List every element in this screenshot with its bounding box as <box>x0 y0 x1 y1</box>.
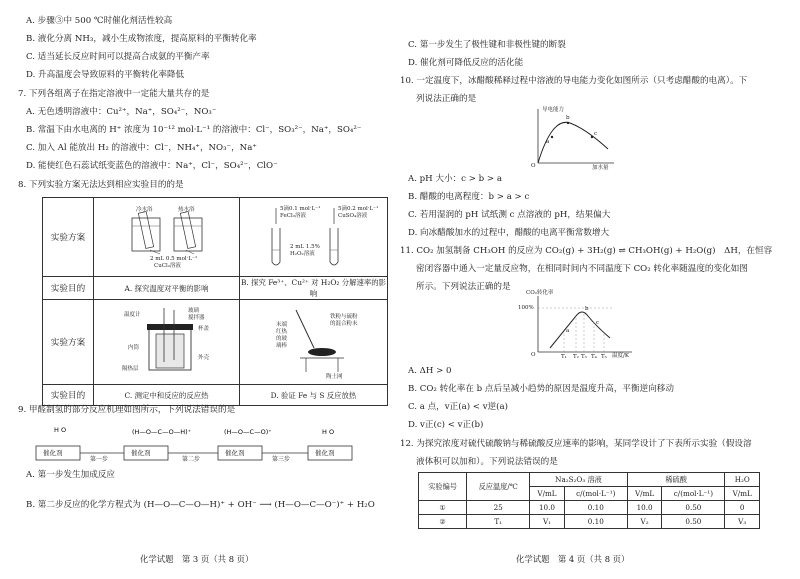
q6-option-d: D. 升高温度会导致原料的平衡转化率降低 <box>26 70 185 80</box>
cell: V₃ <box>725 515 760 529</box>
q10-option-c: C. 若用湿润的 pH 试纸测 c 点溶液的 pH，结果偏大 <box>408 210 611 220</box>
q11-option-b: B. CO₂ 转化率在 b 点后呈减小趋势的原因是温度升高，平衡逆向移动 <box>408 384 674 394</box>
graph10-point-c: c <box>594 131 598 137</box>
cell: 0 <box>725 501 760 515</box>
label-mixture: 的混合粉末 <box>330 321 358 327</box>
label-h2o2: H₂O₂溶液 <box>290 251 315 257</box>
graph10-point-a: a <box>546 139 550 145</box>
q6-option-b: B. 液化分离 NH₃，减小生成物浓度，提高原料的平衡转化率 <box>26 34 257 44</box>
goal-d: D. 验证 Fe 与 S 反应放热 <box>240 385 388 406</box>
label-rod-3: 的玻 <box>276 336 288 342</box>
sub-c-acid: c/(mol·L⁻¹) <box>662 487 725 501</box>
label-cucl2: CuCl₂溶液 <box>154 263 181 269</box>
header-acid: 稀硫酸 <box>627 473 725 487</box>
svg-text:H O: H O <box>54 426 67 434</box>
label-cold-bath: 冷水浴 <box>136 207 153 213</box>
q11-stem-3: 所示。下列说法正确的是 <box>416 282 511 292</box>
cell: 0.10 <box>564 501 627 515</box>
q9-option-b: B. 第二步反应的化学方程式为 (H—O—C—O—H)⁺ + OH⁻ ⟶ (H—O—C—O⁻)⁺ + H₂O <box>26 500 375 510</box>
graph10-origin: O <box>531 163 536 169</box>
q9-option-a: A. 第一步发生加成反应 <box>26 470 116 480</box>
label-inner-cup: 内筒 <box>128 345 140 351</box>
label-stirrer: 搅拌器 <box>188 315 205 321</box>
svg-text:H O: H O <box>322 428 335 436</box>
label-glass: 玻璃 <box>188 308 200 314</box>
calorimeter-diagram <box>94 300 239 384</box>
cell: ② <box>419 515 467 529</box>
goal-a: A. 探究温度对平衡的影响 <box>94 277 240 300</box>
q7-stem: 7. 下列各组离子在指定溶液中一定能大量共存的是 <box>18 89 210 99</box>
label-outer-shell: 外壳 <box>198 355 210 361</box>
q6-option-c: C. 适当延长反应时间可以提高合成氨的平衡产率 <box>26 52 210 62</box>
diagram-a-cell <box>94 198 240 277</box>
q8-table <box>42 197 388 406</box>
label-rod-1: 末端 <box>276 322 288 328</box>
q7-option-d: D. 能使红色石蕊试纸变蓝色的溶液中：Na⁺，Cl⁻，SO₄²⁻，ClO⁻ <box>26 161 278 171</box>
q11-option-a: A. ΔH > 0 <box>408 366 452 376</box>
cell: V₂ <box>627 515 662 529</box>
cell: 0.10 <box>564 515 627 529</box>
q11-stem-1: 11. CO₂ 加氢制备 CH₃OH 的反应为 CO₂(g) + 3H₂(g) ⇌ CH₃OH(g) + H₂O(g) ΔH，在恒容 <box>400 246 773 256</box>
catalyst-box-1: 催化剂 <box>43 449 63 457</box>
diagram-c-cell <box>94 300 240 385</box>
graph11-tick-t4: T₄ <box>591 354 597 360</box>
label-hot-bath: 热水浴 <box>178 207 195 213</box>
header-na2s2o3: Na₂S₂O₃ 溶液 <box>530 473 628 487</box>
graph11-ylabel: CO₂转化率 <box>526 290 554 296</box>
conversion-axes <box>524 290 636 362</box>
q7-option-b: B. 常温下由水电离的 H⁺ 浓度为 10⁻¹² mol·L⁻¹ 的溶液中：Cl⁻，SO₃²⁻，Na⁺，SO₄²⁻ <box>26 125 362 135</box>
label-thermometer: 温度计 <box>124 312 141 318</box>
label-h2o2-amount: 2 mL 1.5% <box>290 244 320 250</box>
label-cuso4: CuSO₄溶液 <box>338 213 368 219</box>
catalyst-box-3: 催化剂 <box>225 449 245 457</box>
q10-option-a: A. pH 大小：c > b > a <box>408 174 502 184</box>
q12-table <box>418 472 760 529</box>
q11-stem-2: 密闭容器中通入一定量反应物，在相同时间内不同温度下 CO₂ 转化率随温度的变化如图 <box>416 264 748 274</box>
header-experiment-number: 实验编号 <box>419 473 467 501</box>
row-label-plan-2: 实验方案 <box>43 300 94 385</box>
label-fecl3: FeCl₃溶液 <box>280 213 306 219</box>
graph11-tick-t3: T₃ <box>581 354 587 360</box>
graph10-xlabel: 加水量 <box>592 165 609 171</box>
label-fecl3-drops: 5滴0.1 mol·L⁻¹ <box>280 206 321 212</box>
catalyst-box-2: 催化剂 <box>131 449 151 457</box>
step-2-label: 第二步 <box>182 456 201 463</box>
label-rod-2: 红热 <box>276 329 288 335</box>
graph11-point-a: a <box>566 328 570 334</box>
graph11-origin: O <box>531 352 536 358</box>
q9-option-c: C. 第一步发生了极性键和非极性键的断裂 <box>408 40 566 50</box>
left-footer: 化学试题 第 3 页（共 8 页） <box>140 554 254 564</box>
cell: 0.50 <box>662 515 725 529</box>
graph11-point-c: c <box>596 320 600 326</box>
q11-option-c: C. a 点，v正(a) < v逆(a) <box>408 402 508 412</box>
sub-v-na: V/mL <box>530 487 565 501</box>
graph11-point-b: b <box>585 306 589 312</box>
q10-option-b: B. 醋酸的电离程度：b > a > c <box>408 192 530 202</box>
cell: ① <box>419 501 467 515</box>
cell: T₁ <box>467 515 530 529</box>
mechanism-lines <box>32 420 382 466</box>
cell: 10.0 <box>530 501 565 515</box>
label-clay-triangle: 陶土网 <box>326 374 343 380</box>
sub-v-water: V/mL <box>725 487 760 501</box>
label-cuso4-drops: 5滴0.2 mol·L⁻¹ <box>338 206 379 212</box>
row-label-plan: 实验方案 <box>43 198 94 277</box>
header-temperature: 反应温度/℃ <box>467 473 530 501</box>
graph11-100-percent: 100% <box>518 305 534 311</box>
cell: 0.50 <box>662 501 725 515</box>
fe-s-reaction-diagram <box>240 300 387 384</box>
q7-option-a: A. 无色透明溶液中：Cu²⁺，Na⁺，SO₄²⁻，NO₃⁻ <box>26 107 217 117</box>
graph11-tick-t5: T₅ <box>601 354 607 360</box>
conductivity-axes <box>526 105 618 171</box>
diagram-b-cell <box>240 198 388 277</box>
q6-option-a: A. 步骤③中 500 ℃时催化剂活性较高 <box>26 16 173 26</box>
graph11-tick-t1: T₁ <box>561 354 567 360</box>
label-rod-4: 璃棒 <box>276 343 288 349</box>
q12-stem-1: 12. 为探究浓度对硫代硫酸钠与稀硫酸反应速率的影响，某同学设计了下表所示实验（假设溶 <box>400 439 752 449</box>
sub-c-na: c/(mol·L⁻¹) <box>564 487 627 501</box>
q8-stem: 8. 下列实验方案无法达到相应实验目的的是 <box>18 180 184 190</box>
header-water: H₂O <box>725 473 760 487</box>
row-label-goal-2: 实验目的 <box>43 385 94 406</box>
q10-stem-1: 10. 一定温度下，冰醋酸稀释过程中溶液的导电能力变化如图所示（只考虑醋酸的电离）。下 <box>400 76 748 86</box>
svg-text:(H—O—C—O)⁺: (H—O—C—O)⁺ <box>224 428 272 436</box>
diagram-d-cell <box>240 300 388 385</box>
graph10-point-b: b <box>566 115 570 121</box>
cell: V₁ <box>530 515 565 529</box>
q9-mechanism <box>32 420 382 466</box>
label-solution-amount: 2 mL 0.5 mol·L⁻¹ <box>150 256 198 262</box>
q10-option-d: D. 向冰醋酸加水的过程中，醋酸的电离平衡常数增大 <box>408 228 610 238</box>
graph11-tick-t2: T₂ <box>573 354 579 360</box>
q7-option-c: C. 加入 Al 能放出 H₂ 的溶液中：Cl⁻，NH₄⁺，NO₃⁻，Na⁺ <box>26 143 257 153</box>
graph11-xlabel: 温度/K <box>612 353 629 359</box>
sub-v-acid: V/mL <box>627 487 662 501</box>
q9-stem: 9. 甲醛制氢的部分反应机理如图所示，下列说法错误的是 <box>18 405 236 415</box>
row-label-goal-1: 实验目的 <box>43 277 94 300</box>
graph10-ylabel: 导电能力 <box>542 107 565 113</box>
table-row <box>419 515 760 529</box>
conductivity-graph <box>526 105 618 171</box>
cell: 10.0 <box>627 501 662 515</box>
q10-stem-2: 列说法正确的是 <box>416 94 477 104</box>
q12-stem-2: 液体积可以加和）。下列说法错误的是 <box>416 457 558 467</box>
svg-text:(H—O—C—O—H)⁺: (H—O—C—O—H)⁺ <box>132 428 192 436</box>
label-insulation: 隔热层 <box>122 366 139 372</box>
goal-c: C. 测定中和反应的反应热 <box>94 385 240 406</box>
step-1-label: 第一步 <box>90 456 109 463</box>
catalyst-box-4: 催化剂 <box>315 449 335 457</box>
goal-b: B. 探究 Fe³⁺、Cu²⁺ 对 H₂O₂ 分解速率的影响 <box>240 278 387 298</box>
right-footer: 化学试题 第 4 页（共 8 页） <box>516 554 630 564</box>
step-3-label: 第三步 <box>272 456 291 463</box>
q11-option-d: D. v正(c) < v正(b) <box>408 420 484 430</box>
label-fe-s-powder: 铁粉与硫粉 <box>330 314 358 320</box>
cell: 25 <box>467 501 530 515</box>
table-row <box>419 501 760 515</box>
label-lid: 杯盖 <box>198 326 210 332</box>
conversion-graph <box>518 290 636 362</box>
q9-option-d: D. 催化剂可降低反应的活化能 <box>408 58 524 68</box>
